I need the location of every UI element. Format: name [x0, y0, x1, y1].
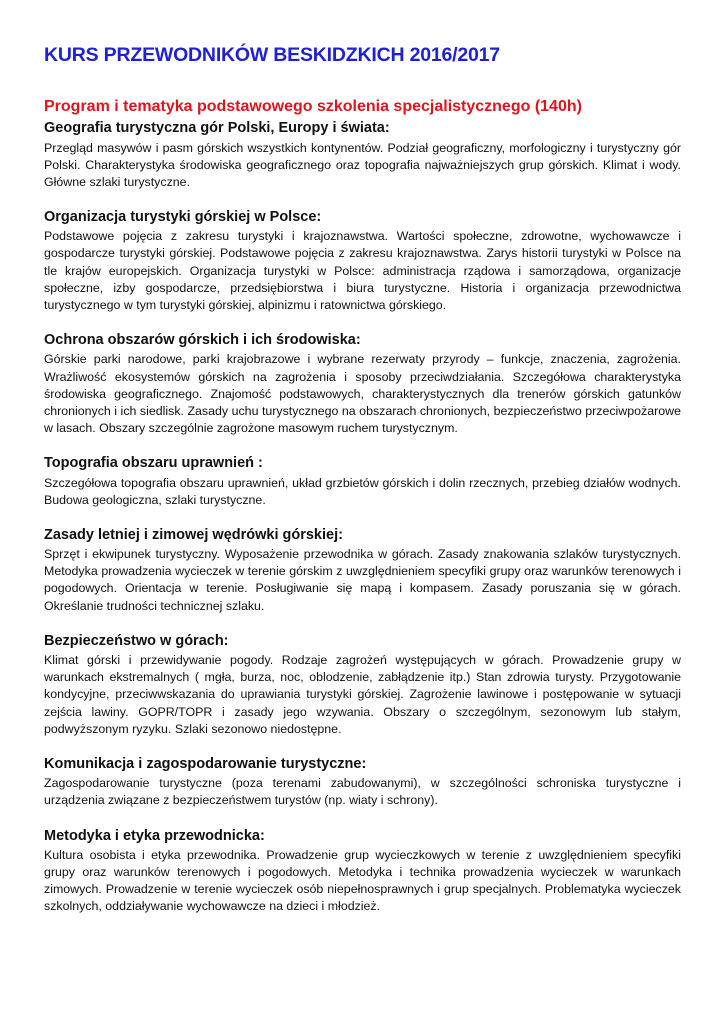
section-body: Klimat górski i przewidywanie pogody. Rodzaje zagrożeń występujących w górach. Prowadzenie grupy w warunkach ekstremalnych ( mgła, burza, noc, oblodzenie, zabłądzenie itp.) Stan zdrowia turysty. Przygotowanie kondycyjne, przeciwwskazania do uprawiania turystyki górskiej. Zagrożenie lawinowe i postępowanie w sytuacji zejścia lawiny. GOPR/TOPR i zasady jego wzywania. Obszary o szczególnym, sezonowym lub stałym, podwyższonym ryzyku. Szlaki sezonowo niedostępne. — [44, 653, 681, 736]
section-body: Przegląd masywów i pasm górskich wszystkich kontynentów. Podział geograficzny, morfologiczny i turystyczny gór Polski. Charakterystyka środowiska geograficznego oraz topografia najważniejszych grup górskich. Klimat i wody. Główne szlaki turystyczne. — [44, 140, 681, 189]
section-heading: Topografia obszaru uprawnień : — [44, 455, 263, 472]
section-methodology-ethics — [44, 827, 681, 916]
section-body: Szczegółowa topografia obszaru uprawnień, układ grzbietów górskich i dolin rzecznych, przebieg działów wodnych. Budowa geologiczna, szlaki turystyczne. — [44, 475, 681, 507]
section-heading: Organizacja turystyki górskiej w Polsce: — [44, 209, 322, 226]
section-heading: Metodyka i etyka przewodnicka: — [44, 827, 265, 844]
section-hiking-rules — [44, 526, 681, 615]
section-mountain-safety — [44, 632, 681, 738]
program-subtitle: Program i tematyka podstawowego szkolenia specjalistycznego (140h) — [44, 98, 582, 116]
section-tourism-organization — [44, 208, 681, 314]
section-body: Zagospodarowanie turystyczne (poza terenami zabudowanymi), w szczególności schroniska turystyczne i urządzenia związane z bezpieczeństwem turystów (np. wiaty i schrony). — [44, 776, 681, 808]
section-topography — [44, 454, 681, 509]
section-heading: Geografia turystyczna gór Polski, Europy i świata: — [44, 120, 390, 137]
section-body: Podstawowe pojęcia z zakresu turystyki i krajoznawstwa. Wartości społeczne, zdrowotne, wychowawcze i gospodarcze turystyki górskiej. Podstawowe pojęcia z zakresu krajoznawstwa. Zarys historii turystyki w Polsce na tle krajów europejskich. Organizacja turystyki w Polsce: administracja rządowa i samorządowa, organizacje społeczne, izby gospodarcze, przedsiębiorstwa i biura turystyczne. Historia i organizacja przewodnictwa turystycznego w tym turystyki górskiej, alpinizmu i ratownictwa górskiego. — [44, 229, 681, 313]
section-geography — [44, 119, 681, 191]
section-communication-infrastructure — [44, 755, 681, 810]
section-heading: Komunikacja i zagospodarowanie turystyczne: — [44, 756, 367, 773]
section-heading: Ochrona obszarów górskich i ich środowiska: — [44, 332, 361, 349]
section-body: Kultura osobista i etyka przewodnika. Prowadzenie grup wycieczkowych w terenie z uwzględnieniem specyfiki grupy oraz warunków terenowych i pogodowych. Metodyka i technika prowadzenia wycieczek w warunkach zimowych. Prowadzenie w terenie wycieczek osób niepełnosprawnych i grup specjalnych. Problematyka wycieczek szkolnych, oddziaływanie wychowawcze na dzieci i młodzież. — [44, 847, 681, 914]
section-heading: Zasady letniej i zimowej wędrówki górskiej: — [44, 526, 343, 543]
document-title: KURS PRZEWODNIKÓW BESKIDZKICH 2016/2017 — [44, 44, 500, 66]
section-heading: Bezpieczeństwo w górach: — [44, 632, 229, 649]
section-body: Sprzęt i ekwipunek turystyczny. Wyposażenie przewodnika w górach. Zasady znakowania szlaków turystycznych. Metodyka prowadzenia wycieczek w terenie górskim z uwzględnieniem specyfiki grupy oraz warunków terenowych i pogodowych. Orientacja w terenie. Posługiwanie się mapą i kompasem. Zasady poruszania się w górach. Określanie trudności technicznej szlaku. — [44, 547, 681, 613]
section-body: Górskie parki narodowe, parki krajobrazowe i wybrane rezerwaty przyrody – funkcje, znaczenia, zagrożenia. Wrażliwość ekosystemów górskich na zagrożenia i sposoby przeciwdziałania. Szczegółowa charakterystyka środowiska geograficznego. Znajomość podstawowych, charakterystycznych dla trenerów górskich gatunków chronionych i ich siedlisk. Zasady uchu turystycznego na obszarach chronionych, bezpieczeństwo przeciwpożarowe w lasach. Obszary szczególnie zagrożone masowym ruchem turystycznym. — [44, 352, 681, 436]
section-environment-protection — [44, 331, 681, 437]
